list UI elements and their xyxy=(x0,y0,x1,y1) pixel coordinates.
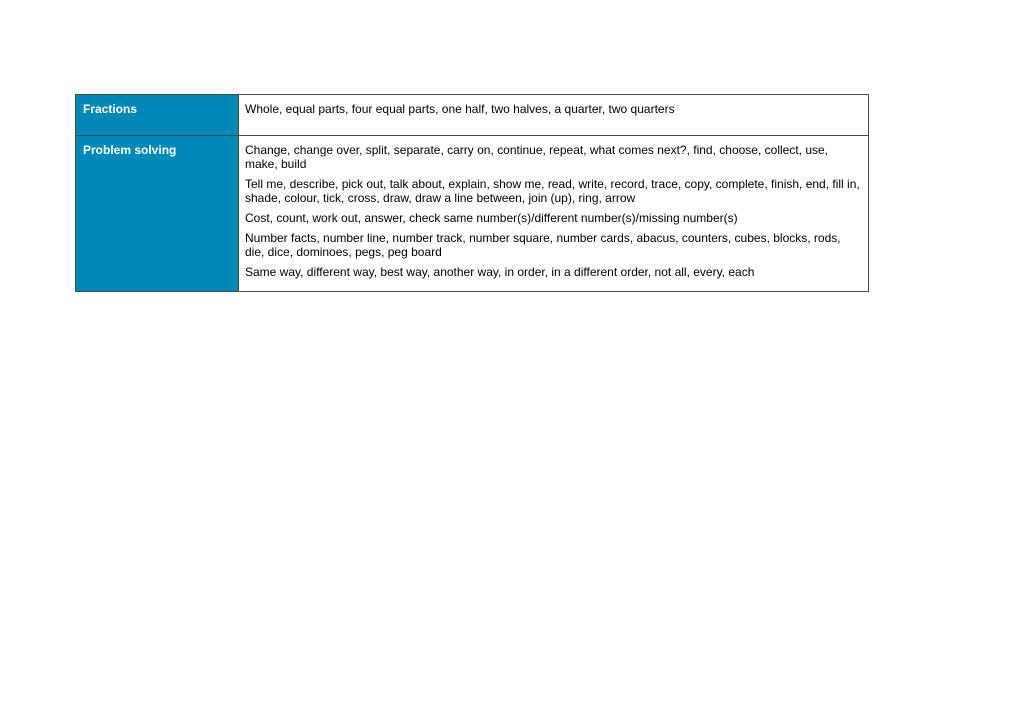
words-line: Whole, equal parts, four equal parts, one half, two halves, a quarter, two quarters xyxy=(245,102,675,116)
topic-cell-problem-solving: Problem solving xyxy=(76,136,239,292)
words-line: Change, change over, split, separate, carry on, continue, repeat, what comes next?, find, choose, collect, use, make, build xyxy=(245,143,829,171)
table-row-fractions xyxy=(76,95,869,136)
words-line: Tell me, describe, pick out, talk about, explain, show me, read, write, record, trace, copy, complete, finish, end, fill in, shade, colour, tick, cross, draw, draw a line between, join (up), ring, arrow xyxy=(245,177,860,205)
words-line: Cost, count, work out, answer, check same number(s)/different number(s)/missing number(s) xyxy=(245,211,738,225)
words-cell-fractions xyxy=(239,95,869,136)
words-line: Number facts, number line, number track, number square, number cards, abacus, counters, cubes, blocks, rods, die, dice, dominoes, pegs, peg board xyxy=(245,231,841,259)
vocabulary-table xyxy=(75,94,869,292)
words-cell-problem-solving xyxy=(239,136,869,292)
table-row-problem-solving xyxy=(76,136,869,292)
words-line: Same way, different way, best way, another way, in order, in a different order, not all, every, each xyxy=(245,265,755,279)
topic-cell-fractions: Fractions xyxy=(76,95,239,136)
